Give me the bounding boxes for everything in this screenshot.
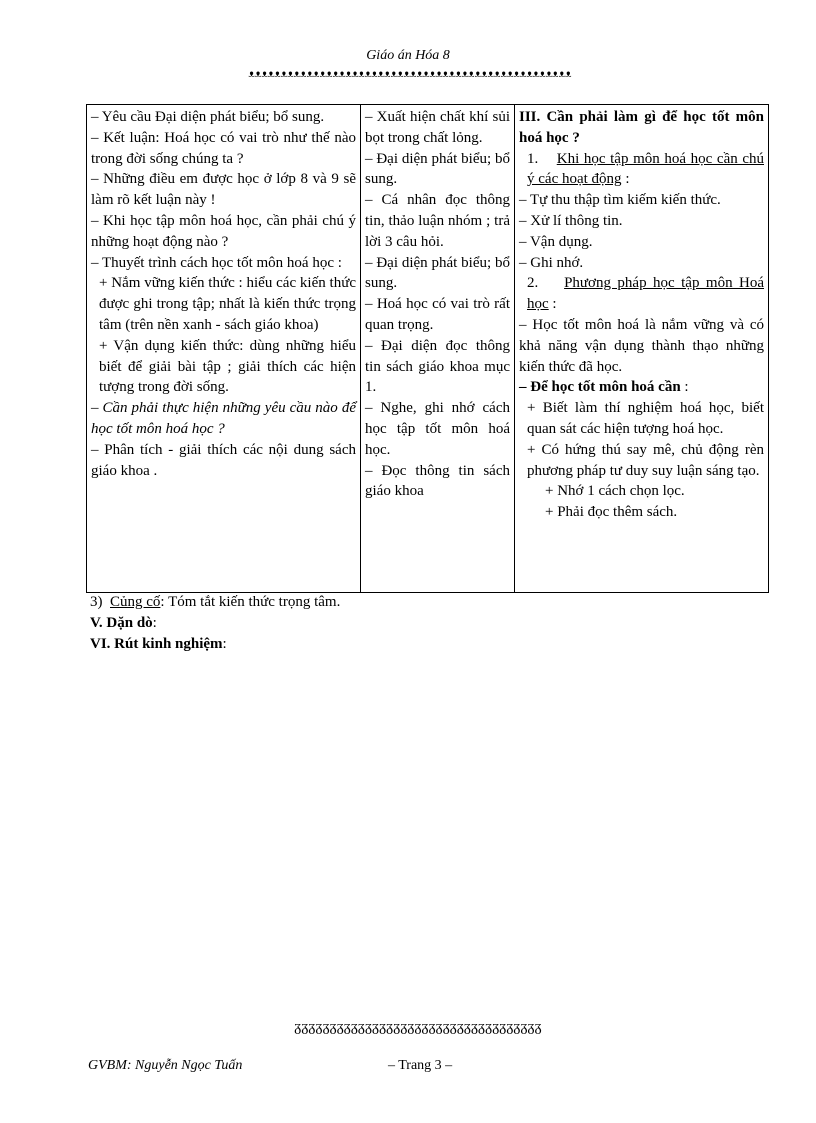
table-row (87, 105, 769, 593)
content-cell (515, 105, 769, 593)
consolidate-text: : Tóm tắt kiến thức trọng tâm. (160, 594, 341, 610)
list-item: – Thuyết trình cách học tốt môn hoá học : (91, 254, 342, 271)
experience-line (90, 634, 740, 655)
experience-label: VI. Rút kinh nghiệm (90, 636, 223, 652)
author-name: GVBM: Nguyễn Ngọc Tuấn (88, 1058, 243, 1073)
header-ornament: ᴥᴥᴥᴥᴥᴥᴥᴥᴥᴥᴥᴥᴥᴥᴥᴥᴥᴥᴥᴥᴥᴥᴥᴥᴥᴥᴥᴥᴥᴥᴥᴥᴥᴥᴥᴥᴥᴥᴥᴥᴥᴥᴥᴥᴥᴥᴥᴥᴥᴥ (248, 66, 572, 80)
list-item: – Vận dụng. (519, 233, 593, 250)
list-item: – Khi học tập môn hoá học, cần phải chú ý những hoạt động nào ? (91, 212, 356, 250)
item-title: Phương pháp học tập môn Hoá học (527, 275, 765, 313)
list-item: – Kết luận: Hoá học có vai trò như thế nào trong đời sống chúng ta ? (91, 129, 356, 167)
list-item: – Đại diện phát biểu; bổ sung. (365, 150, 510, 188)
page-number: – Trang 3 – (388, 1058, 453, 1073)
teacher-activity-cell (87, 105, 361, 593)
list-item: – Nghe, ghi nhớ cách học tập tốt môn hoá học. (365, 400, 510, 458)
paragraph: – Học tốt môn hoá là nắm vững và có khả năng vận dụng thành thạo những kiến thức đã học. (519, 316, 764, 375)
item-colon: : (621, 171, 630, 188)
experience-colon: : (222, 636, 227, 652)
after-table-section (90, 592, 740, 655)
list-item: – Những điều em được học ở lớp 8 và 9 sẽ làm rõ kết luận này ! (91, 171, 356, 209)
section-heading: III. Cần phải làm gì để học tốt môn hoá học ? (519, 109, 764, 146)
list-item: + Nhớ 1 cách chọn lọc. (545, 483, 685, 500)
item-number: 1. (527, 150, 539, 167)
list-item: – Đọc thông tin sách giáo khoa (365, 462, 510, 500)
page-header-title: Giáo án Hóa 8 (366, 48, 450, 63)
homework-label: V. Dặn dò (90, 615, 153, 631)
list-item: – Cá nhân đọc thông tin, thảo luận nhóm ; trả lời 3 câu hỏi. (365, 192, 510, 250)
sub-heading: – Để học tốt môn hoá cần (519, 379, 681, 396)
homework-line (90, 613, 740, 634)
list-item: – Tự thu thập tìm kiếm kiến thức. (519, 192, 721, 209)
list-item: – Xuất hiện chất khí sủi bọt trong chất lỏng. (365, 109, 510, 146)
student-activity-cell (361, 105, 515, 593)
item-number: 2. (527, 275, 539, 292)
item-colon: : (548, 296, 557, 313)
consolidate-number: 3) (90, 594, 103, 610)
list-item: + Có hứng thú say mê, chủ động rèn phương pháp tư duy suy luận sáng tạo. (527, 441, 764, 479)
list-item: + Nắm vững kiến thức : hiểu các kiến thức được ghi trong tập; nhất là kiến thức trọng tâm (trên nền xanh - sách giáo khoa) (99, 275, 356, 333)
list-item: – Đại diện đọc thông tin sách giáo khoa mục 1. (365, 337, 510, 396)
footer-ornament: ᵹᵹᵹᵹᵹᵹᵹᵹᵹᵹᵹᵹᵹᵹᵹᵹᵹᵹᵹᵹᵹᵹᵹᵹᵹᵹᵹᵹᵹᵹᵹᵹᵹᵹᵹ (294, 1019, 542, 1035)
list-item: + Vận dụng kiến thức: dùng những hiểu biết để giải bài tập ; giải thích các hiện tượng trong đời sống. (99, 337, 356, 396)
list-item: – Phân tích - giải thích các nội dung sách giáo khoa . (91, 441, 356, 479)
consolidate-line (90, 592, 740, 613)
list-item: – Cần phải thực hiện những yêu cầu nào để học tốt môn hoá học ? (91, 400, 356, 437)
sub-heading-colon: : (680, 379, 689, 396)
list-item: – Ghi nhớ. (519, 254, 584, 271)
consolidate-label: Củng cố (110, 594, 161, 610)
list-item: – Hoá học có vai trò rất quan trọng. (365, 296, 510, 333)
list-item: + Phải đọc thêm sách. (545, 504, 678, 521)
lesson-table (86, 104, 769, 593)
list-item: + Biết làm thí nghiệm hoá học, biết quan sát các hiện tượng hoá học. (527, 400, 764, 437)
list-item: – Yêu cầu Đại diện phát biểu; bổ sung. (91, 109, 325, 125)
item-title: Khi học tập môn hoá học cần chú ý các hoạt động (527, 150, 764, 188)
list-item: – Đại diện phát biểu; bổ sung. (365, 254, 510, 292)
list-item: – Xử lí thông tin. (519, 212, 623, 229)
homework-colon: : (152, 615, 157, 631)
